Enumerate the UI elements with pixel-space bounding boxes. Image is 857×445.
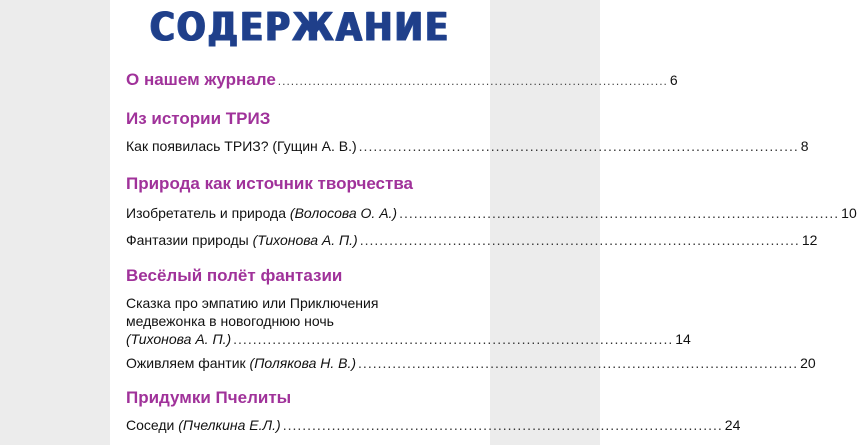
toc-entry-empathy-tale[interactable]: [126, 331, 691, 347]
toc-entry-label: Как появилась ТРИЗ? (Гущин А. В.): [126, 138, 357, 154]
leader-dots: ..........................................................................................: [233, 331, 674, 347]
page-title: СОДЕРЖАНИЕ: [149, 5, 451, 51]
section-heading-triz: Из истории ТРИЗ: [126, 109, 271, 128]
section-heading-bees: Придумки Пчелиты: [126, 388, 292, 407]
leader-dots: ..........................................................................................: [277, 74, 668, 88]
toc-entry-triz-origin[interactable]: [126, 138, 809, 154]
section-heading-fantasy: Весёлый полёт фантазии: [126, 266, 343, 285]
toc-entry-author: (Полякова Н. В.): [249, 355, 357, 371]
leader-dots: ..........................................................................................: [358, 355, 799, 371]
toc-entry-label: О нашем журнале: [126, 70, 276, 89]
toc-entry-author: (Тихонова А. П.): [252, 232, 358, 248]
toc-page-number: 6: [669, 72, 678, 88]
toc-entry-label: Соседи: [126, 417, 179, 433]
toc-entry-inventor-nature[interactable]: [126, 205, 857, 221]
toc-entry-author: (Волосова О. А.): [289, 205, 398, 221]
toc-entry-label: Изобретатель и природа: [126, 205, 290, 221]
toc-entry-neighbours[interactable]: [126, 417, 741, 433]
toc-page-number: 8: [800, 138, 809, 154]
contents-page: [110, 0, 857, 445]
left-margin: [0, 0, 110, 445]
toc-entry-label: Оживляем фантик: [126, 355, 250, 371]
toc-page-number: 20: [800, 355, 816, 371]
toc-page-number: 10: [841, 205, 857, 221]
right-margin: [490, 0, 600, 445]
toc-entry-nature-fantasies[interactable]: [126, 232, 818, 248]
toc-entry-label-line1[interactable]: Сказка про эмпатию или Приключения: [126, 295, 379, 311]
leader-dots: ..........................................................................................: [358, 138, 799, 154]
toc-entry-author: (Тихонова А. П.): [126, 331, 232, 347]
toc-page-number: 24: [724, 417, 741, 433]
toc-entry-candy-wrapper[interactable]: [126, 355, 816, 371]
leader-dots: ..........................................................................................: [359, 232, 800, 248]
toc-page-number: 12: [801, 232, 818, 248]
toc-entry-label-line2[interactable]: медвежонка в новогоднюю ночь: [126, 313, 334, 329]
toc-entry-author: (Пчелкина Е.Л.): [178, 417, 281, 433]
toc-entry-journal[interactable]: [126, 70, 678, 90]
section-heading-nature: Природа как источник творчества: [126, 174, 414, 193]
toc-entry-label: Фантазии природы: [126, 232, 253, 248]
leader-dots: ..........................................................................................: [282, 417, 723, 433]
leader-dots: ..........................................................................................: [399, 205, 840, 221]
toc-page-number: 14: [675, 331, 691, 347]
